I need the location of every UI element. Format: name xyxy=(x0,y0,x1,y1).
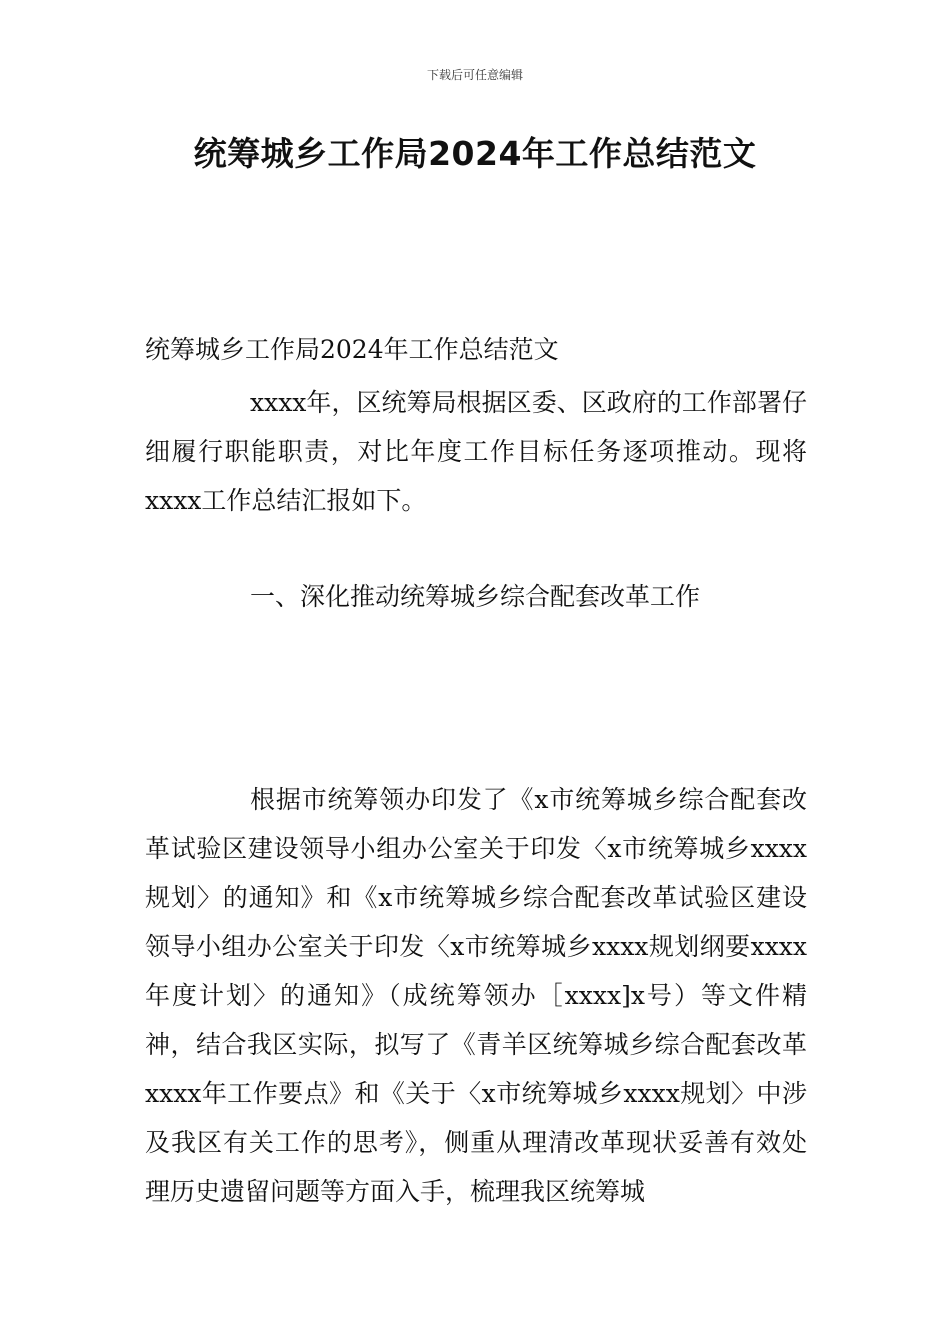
document-subtitle: 统筹城乡工作局2024年工作总结范文 xyxy=(145,335,559,364)
section-body-paragraph: 根据市统筹领办印发了《x市统筹城乡综合配套改革试验区建设领导小组办公室关于印发〈x市统筹城乡xxxx规划〉的通知》和《x市统筹城乡综合配套改革试验区建设领导小组办公室关于印发〈x市统筹城乡xxxx规划纲要xxxx年度计划〉的通知》（成统筹领办［xxxx]x号）等文件精神，结合我区实际，拟写了《青羊区统筹城乡综合配套改革xxxx年工作要点》和《关于〈x市统筹城乡xxxx规划〉中涉及我区有关工作的思考》，侧重从理清改革现状妥善有效处理历史遗留问题等方面入手，梳理我区统筹城 xyxy=(145,785,807,1206)
header-note: 下载后可任意编辑 xyxy=(426,68,523,82)
section-heading: 一、深化推动统筹城乡综合配套改革工作 xyxy=(250,582,701,611)
document-title: 统筹城乡工作局2024年工作总结范文 xyxy=(193,134,757,173)
intro-paragraph: xxxx年，区统筹局根据区委、区政府的工作部署仔细履行职能职责，对比年度工作目标任务逐项推动。现将xxxx工作总结汇报如下。 xyxy=(145,388,807,515)
